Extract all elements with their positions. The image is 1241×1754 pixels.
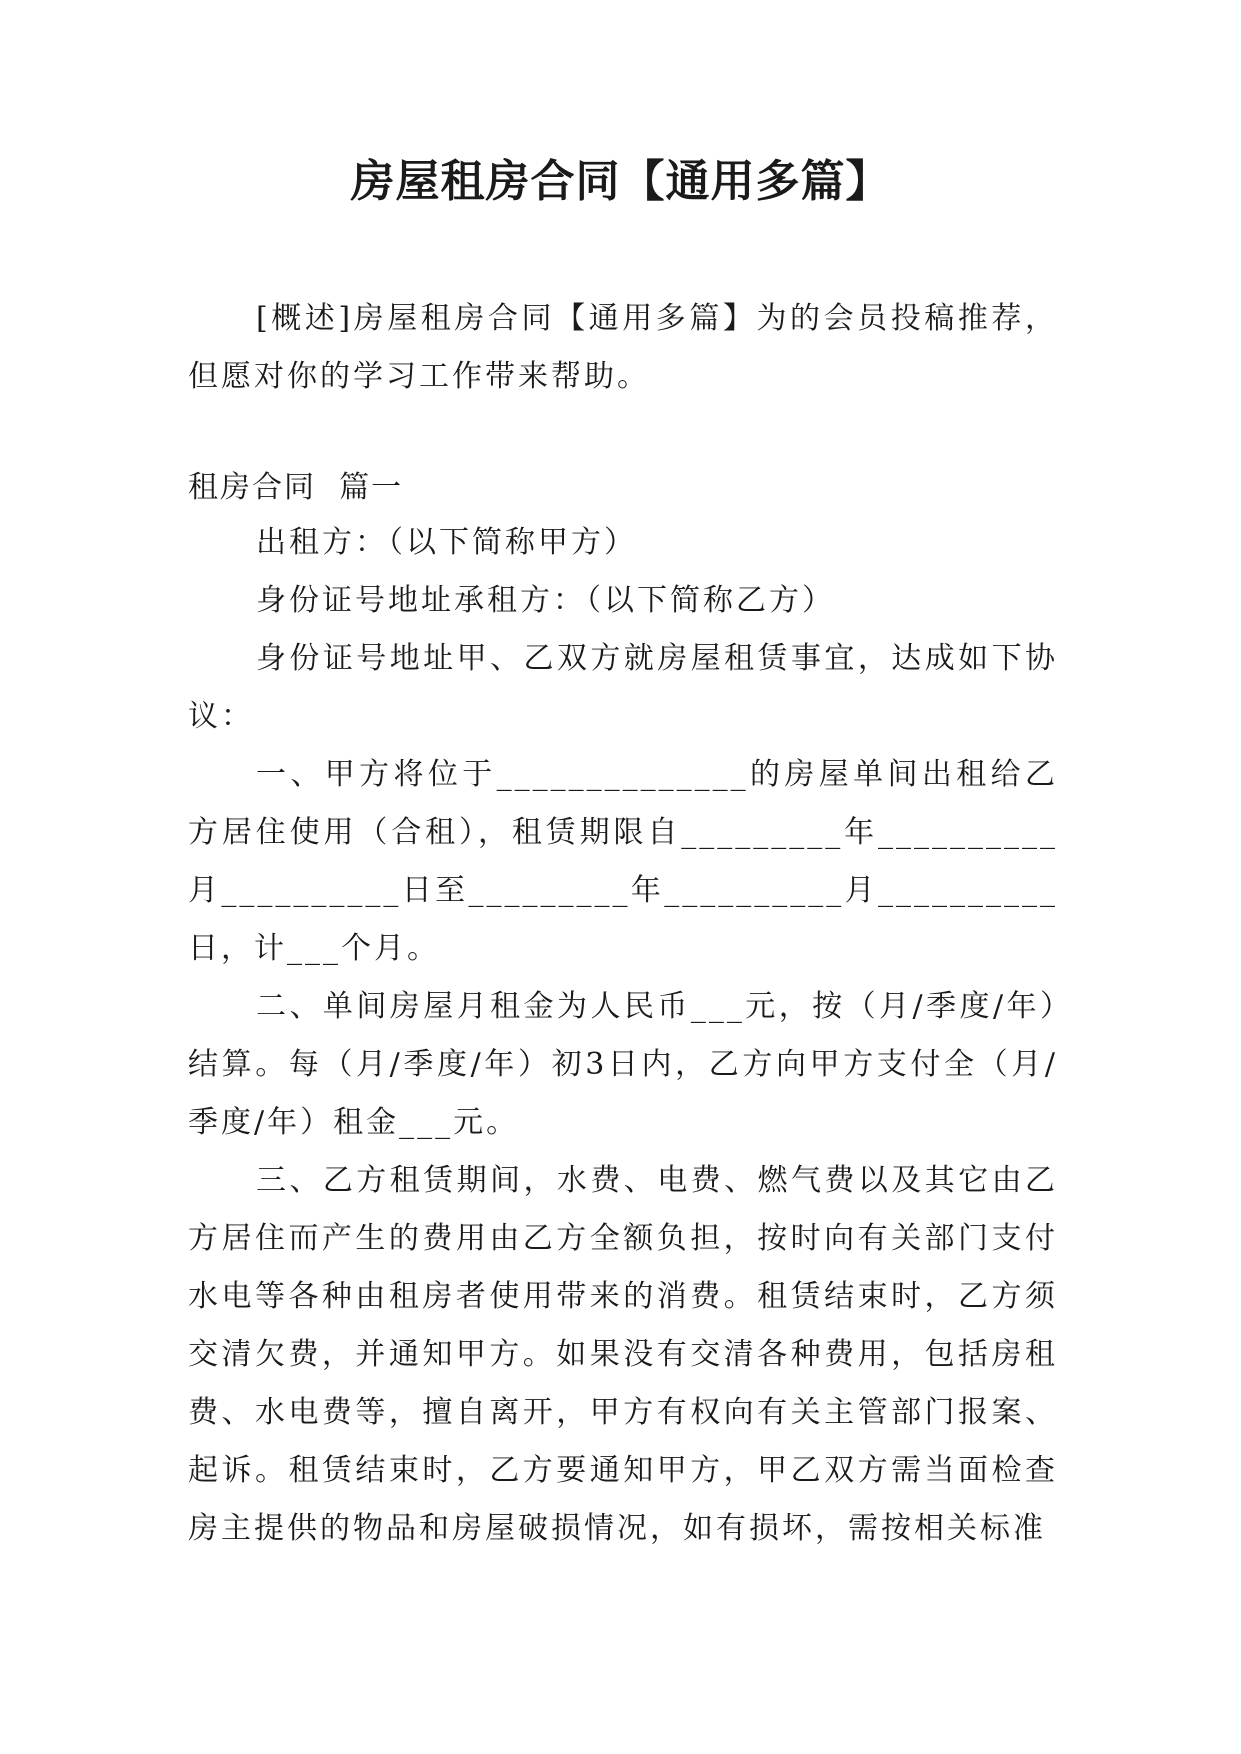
lessor-line: 出租方：（以下简称甲方） <box>256 525 637 560</box>
section-heading: 租房合同 篇一 <box>188 470 404 505</box>
lessee-line: 身份证号地址承租方：（以下简称乙方） <box>256 583 835 618</box>
document-body <box>188 290 1058 1558</box>
clause-3-paragraph: 三、乙方租赁期间，水费、电费、燃气费以及其它由乙方居住而产生的费用由乙方全额负担，按时向有关部门支付水电等各种由租房者使用带来的消费。租赁结束时，乙方须交清欠费，并通知甲方。如果没有交清各种费用，包括房租费、水电费等，擅自离开，甲方有权向有关主管部门报案、起诉。租赁结束时，乙方要通知甲方，甲乙双方需当面检查房主提供的物品和房屋破损情况，如有损坏，需按相关标准 <box>188 1163 1058 1546</box>
document-title: 房屋租房合同【通用多篇】 <box>350 156 891 207</box>
clause-2-paragraph: 二、单间房屋月租金为人民币___元，按（月/季度/年）结算。每（月/季度/年）初3日内，乙方向甲方支付全（月/季度/年）租金___元。 <box>188 989 1058 1140</box>
spacer <box>188 406 1058 462</box>
summary-paragraph: [概述]房屋租房合同【通用多篇】为的会员投稿推荐，但愿对你的学习工作带来帮助。 <box>188 301 1058 394</box>
clause-1-paragraph: 一、甲方将位于______________的房屋单间出租给乙方居住使用（合租），租赁期限自_________年__________月__________日至_________年__________月__________日，计___个月。 <box>188 757 1058 966</box>
agreement-intro-paragraph: 身份证号地址甲、乙双方就房屋租赁事宜，达成如下协议： <box>188 641 1058 734</box>
